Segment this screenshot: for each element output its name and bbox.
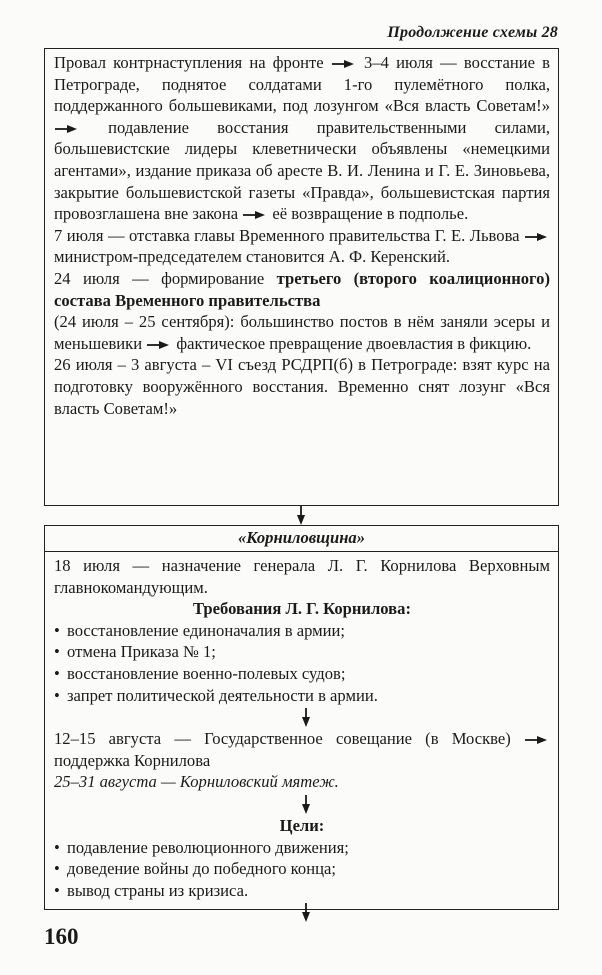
list-item: • запрет политической деятельности в армии.	[54, 685, 550, 707]
paragraph-government-composition	[54, 311, 550, 354]
text-segment: фактическое превращение двоевластия в фикцию.	[172, 333, 532, 353]
goals-list	[54, 837, 550, 902]
text-segment: 24 июля — формирование	[54, 268, 277, 288]
bold-text-segment: третьего (второго коалиционного) состава Временного правительства	[54, 268, 551, 310]
text-segment: её возвращение в подполье.	[268, 204, 469, 224]
kornilov-appointment: 18 июля — назначение генерала Л. Г. Корнилова Верховным главнокомандующим.	[54, 556, 550, 597]
down-arrow-icon	[54, 793, 550, 815]
list-item: • отмена Приказа № 1;	[54, 641, 550, 663]
events-box	[44, 48, 559, 506]
right-arrow-icon	[54, 117, 80, 139]
text-segment: подавление восстания правительственными силами, большевистские лидеры клеветнически объявлены «немецкими агентами», издание приказа об аресте В. И. Ленина и Г. Е. Зиновьева, закрытие большевистской газеты «Правда», большевистская партия провозглашена вне закона	[54, 117, 550, 224]
right-arrow-icon	[524, 225, 550, 247]
state-conference	[54, 728, 550, 771]
text-segment: поддержка Корнилова	[54, 750, 211, 770]
text-segment: 7 июля — отставка главы Временного правительства Г. Е. Львова	[54, 225, 524, 245]
right-arrow-icon	[524, 728, 550, 750]
right-arrow-icon	[331, 52, 357, 74]
goals-title: Цели:	[279, 815, 325, 835]
paragraph-lvov-resignation	[54, 225, 550, 268]
down-arrow-icon	[54, 706, 550, 728]
list-item: • подавление революционного движения;	[54, 837, 550, 859]
down-arrow-icon	[54, 901, 550, 921]
kornilov-box	[44, 525, 559, 910]
paragraph-sixth-congress: 26 июля – 3 августа – VI съезд РСДРП(б) в Петрограде: взят курс на подготовку вооружённого восстания. Временно снят лозунг «Вся власть Советам!»	[54, 355, 550, 418]
kornilov-title: «Корниловщина»	[45, 526, 558, 552]
paragraph-july-uprising	[54, 52, 550, 225]
text-segment: 12–15 августа — Государственное совещание (в Москве)	[54, 729, 524, 749]
text-segment: (24 июля – 25 сентября): большинство постов в нём заняли эсеры и меньшевики	[54, 312, 550, 353]
text-segment: министром-председателем становится А. Ф. Керенский.	[54, 247, 451, 267]
kornilov-body	[45, 552, 558, 921]
page-number: 160	[44, 924, 79, 949]
kornilov-mutiny: 25–31 августа — Корниловский мятеж.	[54, 772, 339, 792]
text-segment: Провал контрнаступления на фронте	[54, 53, 331, 72]
list-item: • доведение войны до победного конца;	[54, 858, 550, 880]
right-arrow-icon	[146, 333, 172, 355]
continuation-header: Продолжение схемы 28	[387, 24, 558, 41]
demands-list	[54, 620, 550, 706]
text-segment: 3–4 июля — восстание в Петрограде, поднятое солдатами 1-го пулемётного полка, поддержанного большевиками, под лозунгом «Вся власть Советам!»	[54, 53, 550, 116]
demands-title: Требования Л. Г. Корнилова:	[193, 599, 411, 619]
list-item: • вывод страны из кризиса.	[54, 880, 550, 902]
list-item: • восстановление единоначалия в армии;	[54, 620, 550, 642]
down-arrow-icon	[295, 506, 307, 525]
right-arrow-icon	[242, 203, 268, 225]
list-item: • восстановление военно-полевых судов;	[54, 663, 550, 685]
paragraph-third-government	[54, 268, 550, 311]
